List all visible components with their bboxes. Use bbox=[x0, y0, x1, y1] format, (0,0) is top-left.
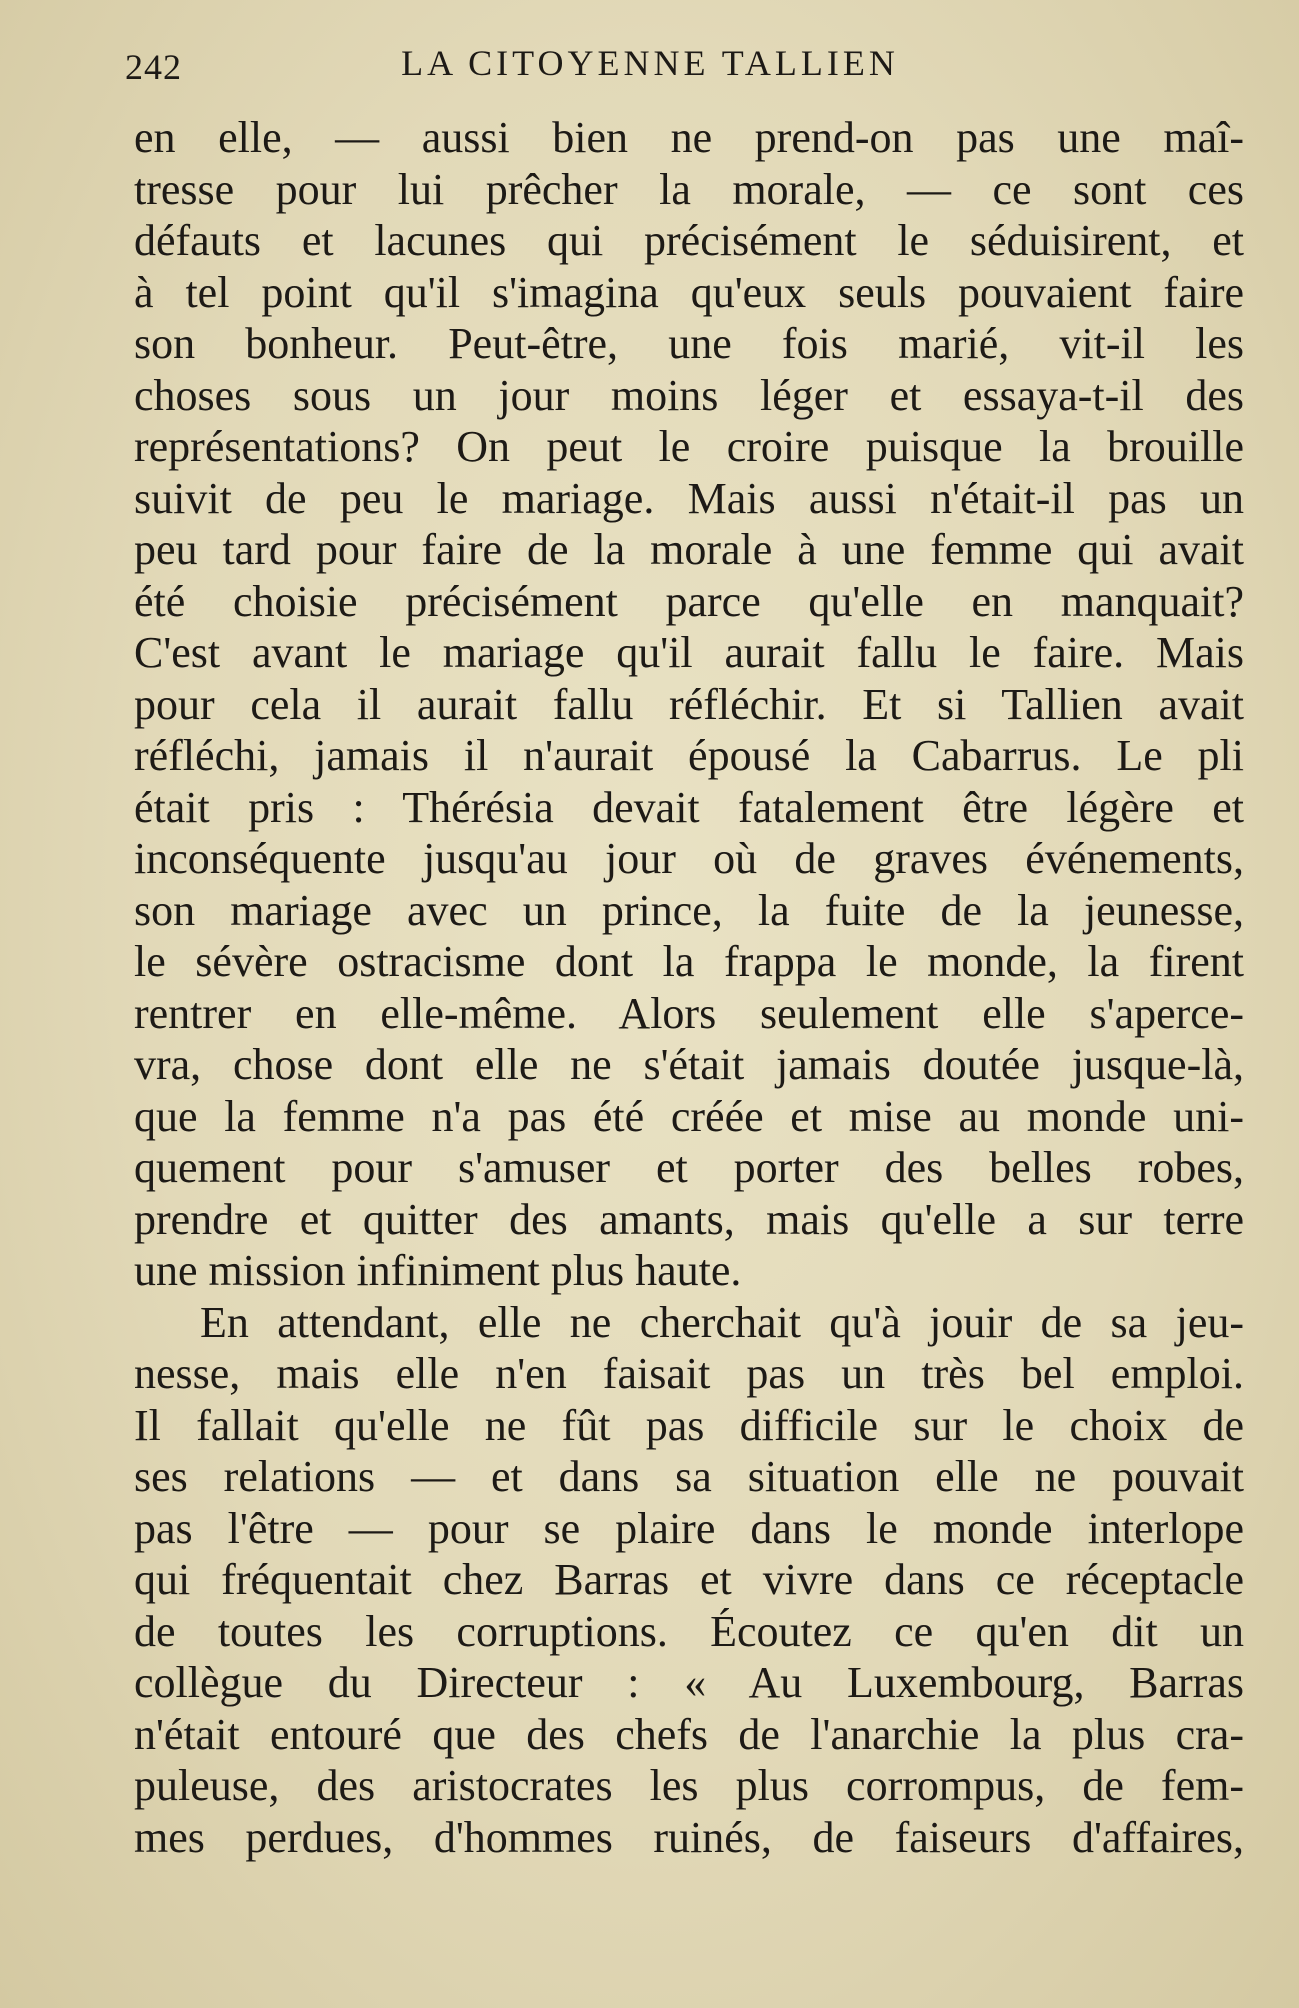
text-line: pour cela il aurait fallu réfléchir. Et si Tallien avait bbox=[134, 679, 1244, 729]
text-line: de toutes les corruptions. Écoutez ce qu'en dit un bbox=[134, 1606, 1244, 1656]
text-line: choses sous un jour moins léger et essaya-t-il des bbox=[134, 370, 1244, 420]
text-line: été choisie précisément parce qu'elle en manquait? bbox=[134, 576, 1244, 626]
page-number: 242 bbox=[125, 47, 182, 87]
text-line: nesse, mais elle n'en faisait pas un très bel emploi. bbox=[134, 1349, 1244, 1398]
text-line: C'est avant le mariage qu'il aurait fallu le faire. Mais bbox=[134, 628, 1244, 677]
text-line: que la femme n'a pas été créée et mise au monde uni- bbox=[134, 1091, 1244, 1141]
text-line: réfléchi, jamais il n'aurait épousé la Cabarrus. Le pli bbox=[134, 731, 1244, 780]
text-line: rentrer en elle-même. Alors seulement elle s'aperce- bbox=[134, 988, 1244, 1038]
text-line: puleuse, des aristocrates les plus corrompus, de fem- bbox=[134, 1761, 1244, 1810]
text-line: ses relations — et dans sa situation elle ne pouvait bbox=[134, 1452, 1244, 1501]
text-line: inconséquente jusqu'au jour où de graves événements, bbox=[134, 834, 1244, 883]
text-line: prendre et quitter des amants, mais qu'elle a sur terre bbox=[134, 1194, 1244, 1244]
text-line: n'était entouré que des chefs de l'anarchie la plus cra- bbox=[134, 1709, 1244, 1759]
text-line: le sévère ostracisme dont la frappa le monde, la firent bbox=[134, 937, 1244, 986]
text-line: son mariage avec un prince, la fuite de la jeunesse, bbox=[134, 885, 1244, 935]
text-line: suivit de peu le mariage. Mais aussi n'était-il pas un bbox=[134, 473, 1244, 523]
text-line: qui fréquentait chez Barras et vivre dans ce réceptacle bbox=[134, 1555, 1244, 1604]
body-text bbox=[134, 112, 1244, 1863]
running-title: LA CITOYENNE TALLIEN bbox=[401, 43, 899, 83]
paragraph-1 bbox=[134, 112, 1244, 1297]
text-line: tresse pour lui prêcher la morale, — ce sont ces bbox=[134, 164, 1244, 214]
text-line: en elle, — aussi bien ne prend-on pas une maî- bbox=[134, 113, 1244, 162]
text-line: quement pour s'amuser et porter des belles robes, bbox=[134, 1143, 1244, 1192]
text-line: Il fallait qu'elle ne fût pas difficile sur le choix de bbox=[134, 1400, 1244, 1450]
text-line: peu tard pour faire de la morale à une femme qui avait bbox=[134, 525, 1244, 574]
text-line: collègue du Directeur : « Au Luxembourg, Barras bbox=[134, 1658, 1244, 1707]
text-line: une mission infiniment plus haute. bbox=[134, 1246, 742, 1295]
text-line: En attendant, elle ne cherchait qu'à jouir de sa jeu- bbox=[200, 1297, 1244, 1347]
text-line: vra, chose dont elle ne s'était jamais doutée jusque-là, bbox=[134, 1040, 1244, 1089]
paragraph-2 bbox=[134, 1297, 1244, 1864]
text-line: était pris : Thérésia devait fatalement être légère et bbox=[134, 782, 1244, 832]
text-line: mes perdues, d'hommes ruinés, de faiseurs d'affaires, bbox=[134, 1812, 1244, 1862]
page-header bbox=[125, 36, 1245, 96]
text-line: défauts et lacunes qui précisément le séduisirent, et bbox=[134, 216, 1244, 265]
text-line: à tel point qu'il s'imagina qu'eux seuls pouvaient faire bbox=[134, 267, 1244, 317]
text-line: représentations? On peut le croire puisque la brouille bbox=[134, 422, 1244, 471]
text-line: son bonheur. Peut-être, une fois marié, vit-il les bbox=[134, 319, 1244, 368]
text-line: pas l'être — pour se plaire dans le monde interlope bbox=[134, 1503, 1244, 1553]
